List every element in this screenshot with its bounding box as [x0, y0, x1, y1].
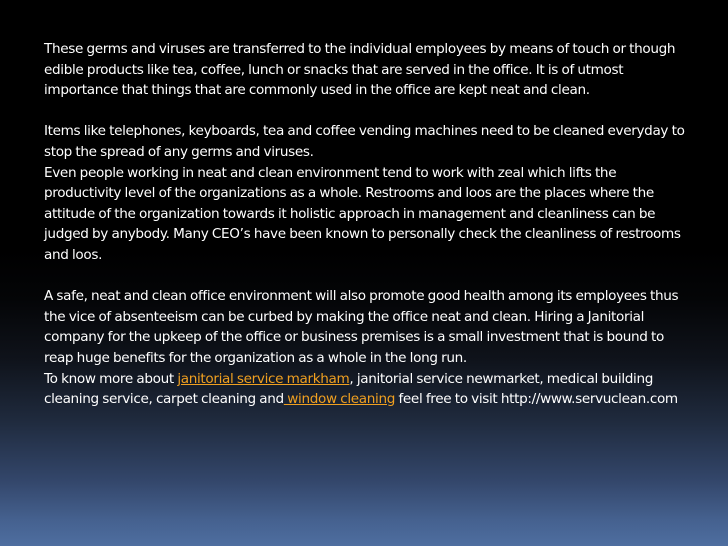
- link-window-cleaning[interactable]: window cleaning: [283, 391, 396, 408]
- closing-suffix: feel free to visit http://www.servuclean.com: [395, 391, 678, 408]
- paragraph-environment: Even people working in neat and clean environment tend to work with zeal which lifts the productivity level of the organizations as a whole. Restrooms and loos are the places where the attitude of the organization towards it holistic approach in management and cleanliness can be judged by anybody. Many CEO’s have been known to personally check the cleanliness of restrooms and loos.: [44, 164, 681, 263]
- paragraph-items: Items like telephones, keyboards, tea and coffee vending machines need to be cleaned everyday to stop the spread of any germs and viruses.: [44, 123, 685, 160]
- paragraph-closing: [44, 369, 694, 410]
- closing-middle: , janitorial service newmarket, medical building cleaning service, carpet cleaning and: [44, 370, 654, 408]
- link-janitorial-service-markham[interactable]: janitorial service markham: [177, 370, 350, 387]
- paragraph-safety: A safe, neat and clean office environment will also promote good health among its employees thus the vice of absenteeism can be curbed by making the office neat and clean. Hiring a Janitorial company for the upkeep of the office or business premises is a small investment that is bound to reap huge benefits for the organization as a whole in the long run.: [44, 288, 679, 366]
- paragraph-spacer: [44, 101, 694, 122]
- closing-prefix: To know more about: [44, 370, 178, 387]
- slide-body: [44, 39, 694, 410]
- paragraph-germs: These germs and viruses are transferred to the individual employees by means of touch or though edible products like tea, coffee, lunch or snacks that are served in the office. It is of utmost importance that things that are commonly used in the office are kept neat and clean.: [44, 41, 676, 99]
- paragraph-spacer: [44, 266, 694, 287]
